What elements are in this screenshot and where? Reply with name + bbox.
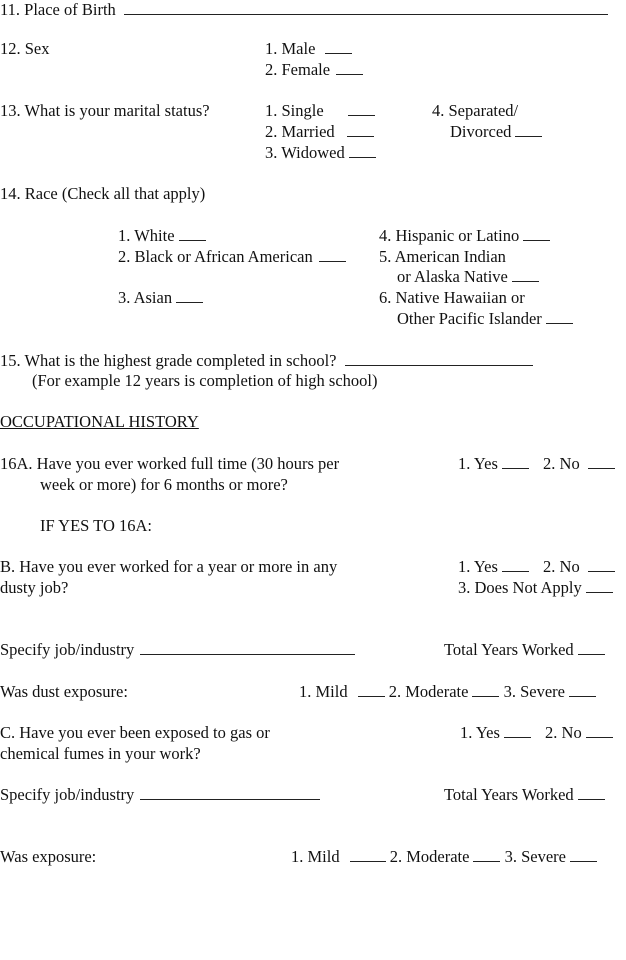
place-of-birth-field[interactable] xyxy=(124,0,608,15)
option-divorced: Divorced xyxy=(450,122,542,142)
question-label-cont: week or more) for 6 months or more? xyxy=(40,475,288,494)
q16c-yes-blank[interactable] xyxy=(504,723,531,738)
exposure-severe-blank[interactable] xyxy=(570,847,597,862)
question-label-cont: chemical fumes in your work? xyxy=(0,744,201,763)
option-male: 1. Male xyxy=(265,39,352,59)
question-label: 12. Sex xyxy=(0,39,50,58)
dust-severe-blank[interactable] xyxy=(569,682,596,697)
total-years-blank[interactable] xyxy=(578,640,605,655)
exposure-mild-blank[interactable] xyxy=(350,847,386,862)
dust-moderate-blank[interactable] xyxy=(472,682,499,697)
q16a-options: 1. Yes 2. No xyxy=(458,454,615,474)
question-label-cont: dusty job? xyxy=(0,578,69,597)
option-widowed: 3. Widowed xyxy=(265,143,376,163)
total-years-blank[interactable] xyxy=(578,785,605,800)
black-blank[interactable] xyxy=(319,247,346,262)
white-blank[interactable] xyxy=(179,226,206,241)
specify-job-field[interactable] xyxy=(140,640,355,655)
q16b-na-blank[interactable] xyxy=(586,578,613,593)
section-title: OCCUPATIONAL HISTORY xyxy=(0,412,199,431)
conditional-label: IF YES TO 16A: xyxy=(40,516,153,535)
option-single: 1. Single xyxy=(265,101,375,121)
american-indian-blank[interactable] xyxy=(512,267,539,282)
dust-mild-blank[interactable] xyxy=(358,682,385,697)
total-years-row: Total Years Worked xyxy=(444,640,605,660)
divorced-blank[interactable] xyxy=(515,122,542,137)
dust-options: 1. Mild 2. Moderate 3. Severe xyxy=(299,682,596,702)
q16c-no-blank[interactable] xyxy=(586,723,613,738)
option-asian: 3. Asian xyxy=(118,288,203,308)
married-blank[interactable] xyxy=(347,122,374,137)
option-black: 2. Black or African American xyxy=(118,247,346,267)
question-label: Was dust exposure: xyxy=(0,682,128,701)
q16b-na-option: 3. Does Not Apply xyxy=(458,578,613,598)
q16a-no-blank[interactable] xyxy=(588,454,615,469)
highest-grade-field[interactable] xyxy=(345,351,533,366)
question-label: 14. Race (Check all that apply) xyxy=(0,184,206,203)
hispanic-blank[interactable] xyxy=(523,226,550,241)
female-blank[interactable] xyxy=(336,60,363,75)
q16b-options: 1. Yes 2. No xyxy=(458,557,615,577)
option-separated: 4. Separated/ xyxy=(432,101,519,120)
exposure-moderate-blank[interactable] xyxy=(473,847,500,862)
q16b-no-blank[interactable] xyxy=(588,557,615,572)
widowed-blank[interactable] xyxy=(349,143,376,158)
asian-blank[interactable] xyxy=(176,288,203,303)
question-label: B. Have you ever worked for a year or more in any xyxy=(0,557,338,576)
question-label: 16A. Have you ever worked full time (30 hours per xyxy=(0,454,340,473)
option-pacific-islander: Other Pacific Islander xyxy=(397,309,573,329)
option-female: 2. Female xyxy=(265,60,363,80)
specify-job-field[interactable] xyxy=(140,785,320,800)
question-label: 11. Place of Birth xyxy=(0,0,116,19)
place-of-birth-row xyxy=(0,0,608,20)
single-blank[interactable] xyxy=(348,101,375,116)
question-label: 13. What is your marital status? xyxy=(0,101,210,120)
question-label: C. Have you ever been exposed to gas or xyxy=(0,723,270,742)
question-note: (For example 12 years is completion of high school) xyxy=(32,371,378,390)
option-american-indian: 5. American Indian xyxy=(379,247,506,266)
option-married: 2. Married xyxy=(265,122,374,142)
q16a-yes-blank[interactable] xyxy=(502,454,529,469)
total-years-row: Total Years Worked xyxy=(444,785,605,805)
option-alaska-native: or Alaska Native xyxy=(397,267,539,287)
specify-job-row: Specify job/industry xyxy=(0,640,355,660)
male-blank[interactable] xyxy=(325,39,352,54)
pacific-islander-blank[interactable] xyxy=(546,309,573,324)
option-native-hawaiian: 6. Native Hawaiian or xyxy=(379,288,525,307)
q16b-yes-blank[interactable] xyxy=(502,557,529,572)
highest-grade-row xyxy=(0,351,533,371)
question-label: 15. What is the highest grade completed in school? xyxy=(0,351,337,370)
specify-job-row: Specify job/industry xyxy=(0,785,320,805)
question-label: Was exposure: xyxy=(0,847,97,866)
option-hispanic: 4. Hispanic or Latino xyxy=(379,226,550,246)
q16c-options: 1. Yes 2. No xyxy=(460,723,613,743)
option-white: 1. White xyxy=(118,226,206,246)
exposure-options: 1. Mild 2. Moderate 3. Severe xyxy=(291,847,597,867)
